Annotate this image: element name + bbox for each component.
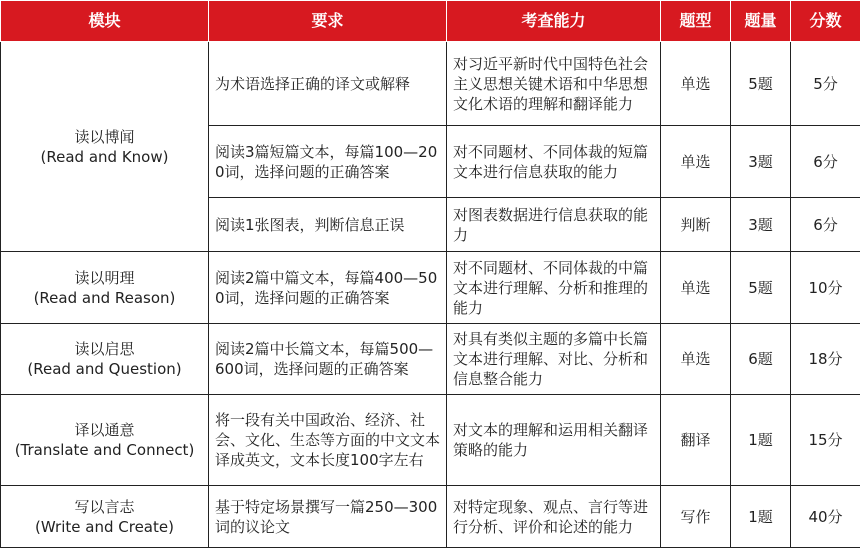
- module-cell: [1, 42, 209, 252]
- type-cell: 翻译: [661, 395, 731, 486]
- type-cell: 写作: [661, 486, 731, 548]
- header-question-count: 题量: [731, 1, 791, 42]
- module-name-cn: 读以博闻: [74, 128, 134, 146]
- count-cell: 3题: [731, 198, 791, 252]
- count-cell: 1题: [731, 486, 791, 548]
- module-name-cn: 读以启思: [74, 340, 134, 358]
- header-score: 分数: [791, 1, 860, 42]
- requirement-cell: 基于特定场景撰写一篇250—300词的议论文: [209, 486, 447, 548]
- table-row: [1, 395, 860, 486]
- module-name-cn: 译以通意: [74, 421, 134, 439]
- table-header-row: [1, 1, 860, 42]
- module-name-en: (Write and Create): [7, 517, 202, 537]
- requirement-cell: 阅读2篇中长篇文本，每篇500—600词，选择问题的正确答案: [209, 324, 447, 395]
- count-cell: 5题: [731, 252, 791, 324]
- module-name-cn: 写以言志: [74, 498, 134, 516]
- count-cell: 1题: [731, 395, 791, 486]
- ability-cell: 对特定现象、观点、言行等进行分析、评价和论述的能力: [447, 486, 661, 548]
- count-cell: 3题: [731, 126, 791, 198]
- count-cell: 6题: [731, 324, 791, 395]
- header-module: 模块: [1, 1, 209, 42]
- requirement-cell: 为术语选择正确的译文或解释: [209, 42, 447, 126]
- table-row: [1, 324, 860, 395]
- table-row: [1, 486, 860, 548]
- table-row: [1, 42, 860, 126]
- module-cell: [1, 252, 209, 324]
- header-question-type: 题型: [661, 1, 731, 42]
- requirement-cell: 将一段有关中国政治、经济、社会、文化、生态等方面的中文文本译成英文，文本长度100字左右: [209, 395, 447, 486]
- score-cell: 6分: [791, 198, 860, 252]
- ability-cell: 对图表数据进行信息获取的能力: [447, 198, 661, 252]
- ability-cell: 对习近平新时代中国特色社会主义思想关键术语和中华思想文化术语的理解和翻译能力: [447, 42, 661, 126]
- ability-cell: 对不同题材、不同体裁的短篇文本进行信息获取的能力: [447, 126, 661, 198]
- module-cell: [1, 395, 209, 486]
- score-cell: 15分: [791, 395, 860, 486]
- module-name-en: (Read and Question): [7, 359, 202, 379]
- score-cell: 18分: [791, 324, 860, 395]
- type-cell: 单选: [661, 324, 731, 395]
- score-cell: 40分: [791, 486, 860, 548]
- type-cell: 单选: [661, 42, 731, 126]
- requirement-cell: 阅读3篇短篇文本，每篇100—200词，选择问题的正确答案: [209, 126, 447, 198]
- score-cell: 6分: [791, 126, 860, 198]
- module-name-en: (Read and Reason): [7, 288, 202, 308]
- requirement-cell: 阅读1张图表，判断信息正误: [209, 198, 447, 252]
- module-name-en: (Read and Know): [7, 147, 202, 167]
- type-cell: 单选: [661, 252, 731, 324]
- type-cell: 判断: [661, 198, 731, 252]
- ability-cell: 对不同题材、不同体裁的中篇文本进行理解、分析和推理的能力: [447, 252, 661, 324]
- module-cell: [1, 324, 209, 395]
- score-cell: 10分: [791, 252, 860, 324]
- header-requirement: 要求: [209, 1, 447, 42]
- module-cell: [1, 486, 209, 548]
- ability-cell: 对具有类似主题的多篇中长篇文本进行理解、对比、分析和信息整合能力: [447, 324, 661, 395]
- module-name-cn: 读以明理: [74, 269, 134, 287]
- header-ability: 考查能力: [447, 1, 661, 42]
- ability-cell: 对文本的理解和运用相关翻译策略的能力: [447, 395, 661, 486]
- requirement-cell: 阅读2篇中篇文本，每篇400—500词，选择问题的正确答案: [209, 252, 447, 324]
- score-cell: 5分: [791, 42, 860, 126]
- table-row: [1, 252, 860, 324]
- count-cell: 5题: [731, 42, 791, 126]
- type-cell: 单选: [661, 126, 731, 198]
- module-name-en: (Translate and Connect): [7, 440, 202, 460]
